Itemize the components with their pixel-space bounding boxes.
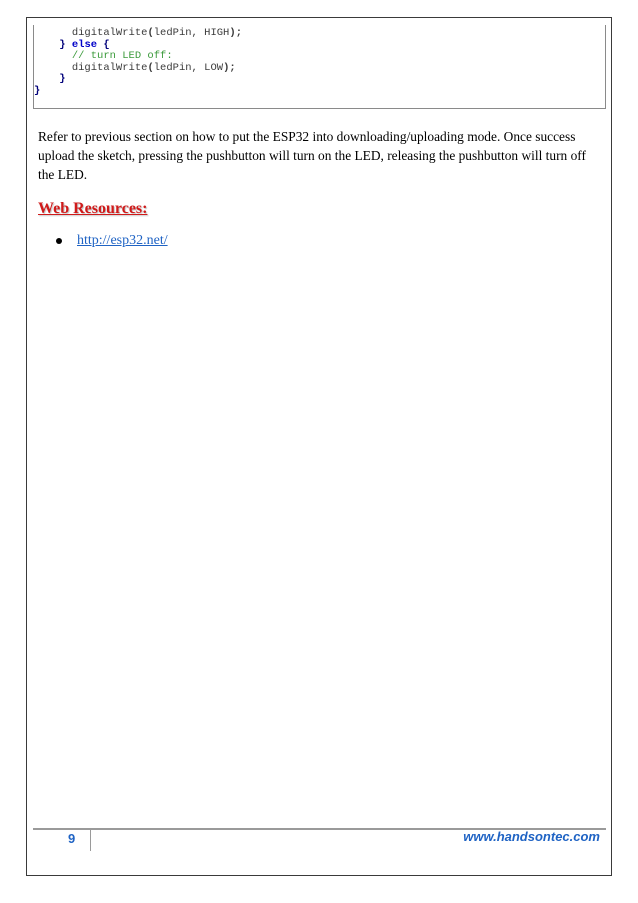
web-resources-list (56, 231, 168, 251)
footer-site: www.handsontec.com (463, 829, 600, 844)
code-line (34, 63, 605, 75)
code-brace: } (59, 38, 66, 51)
code-paren: ) (229, 27, 236, 39)
code-indent (34, 39, 59, 51)
esp32-link[interactable]: http://esp32.net/ (77, 233, 168, 248)
code-line (34, 74, 605, 86)
code-indent (34, 62, 72, 74)
code-paren: ( (147, 27, 154, 39)
code-paren: ( (147, 61, 154, 74)
body-paragraph: Refer to previous section on how to put the ESP32 into downloading/uploading mode. Once success upload the sketch, pressing the pushbutton will turn on the LED, releasing the pushbutton will turn off the LED. (38, 129, 586, 182)
code-args: ledPin, HIGH (153, 27, 230, 39)
web-resources-heading: Web Resources: (38, 200, 148, 217)
code-indent (34, 73, 59, 85)
code-brace: } (34, 84, 41, 97)
bullet-icon (56, 238, 62, 244)
code-brace: } (59, 73, 66, 86)
code-semicolon: ; (235, 27, 242, 39)
code-paren: ) (223, 61, 230, 74)
list-item (56, 231, 168, 251)
code-indent (34, 27, 72, 39)
code-line (34, 86, 605, 98)
code-indent (34, 50, 72, 62)
code-comment: // turn LED off: (71, 50, 173, 63)
code-line (34, 28, 605, 40)
code-keyword: else (71, 38, 98, 51)
code-semicolon: ; (229, 61, 236, 74)
code-function: digitalWrite (71, 61, 148, 74)
code-block (33, 25, 606, 109)
code-brace: { (103, 38, 110, 51)
page-number: 9 (68, 831, 76, 846)
footer-divider (90, 829, 91, 851)
code-function: digitalWrite (71, 27, 148, 39)
code-args: ledPin, LOW (153, 61, 224, 74)
